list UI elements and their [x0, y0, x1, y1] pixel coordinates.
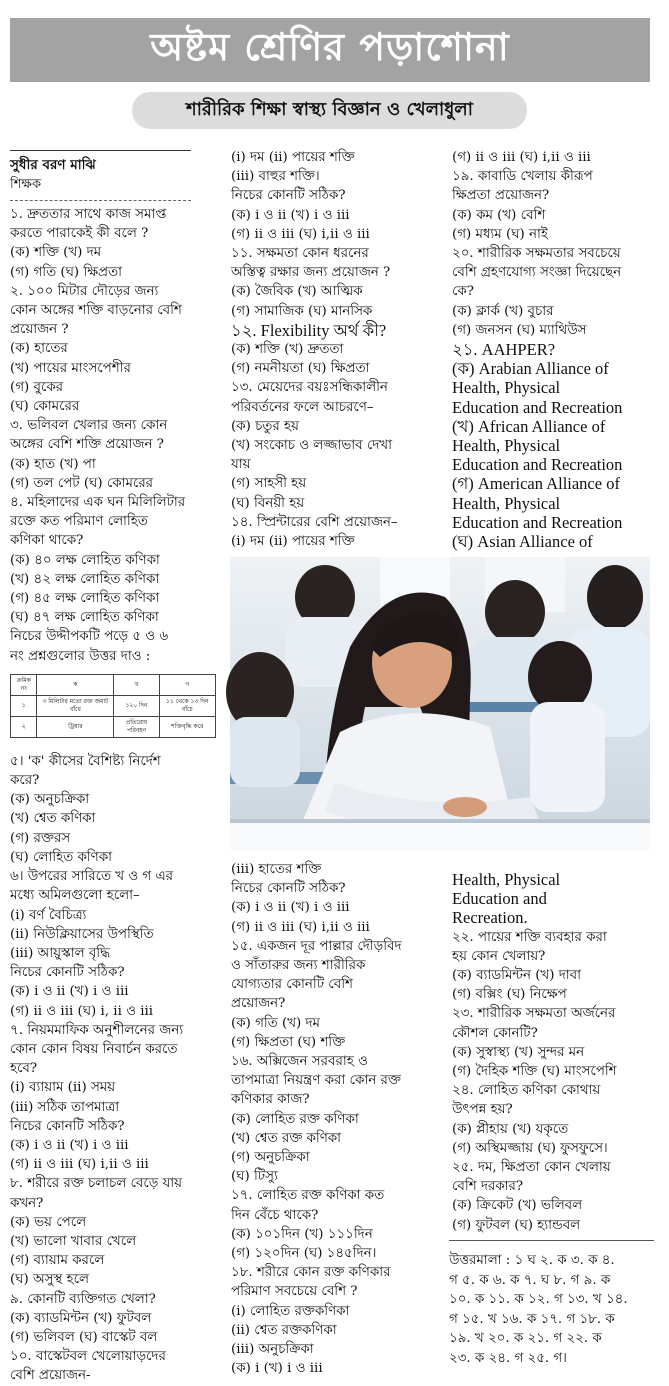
- text-line: (iii) আয়ুস্কাল বৃদ্ধি: [10, 945, 110, 961]
- table-header-cell: ক্রমিক নং: [11, 674, 37, 695]
- text-line: (গ) সামাজিক (ঘ) মানসিক: [231, 303, 373, 319]
- text-line: (ঘ) লোহিত কণিকা: [10, 849, 112, 865]
- text-line: (গ) দৈহিক শক্তি (ঘ) মাংসপেশি: [452, 1064, 617, 1080]
- dashed-divider: [10, 200, 191, 201]
- students-exam-photo: [230, 557, 650, 851]
- text-line: (গ) ৪৫ লক্ষ লোহিত কণিকা: [10, 591, 160, 607]
- table-row: [11, 695, 216, 716]
- text-line: (ক) জৈবিক (খ) আত্মিক: [231, 284, 363, 300]
- stimulus-table: [10, 674, 216, 738]
- text-line: (iii) অনুচক্রিকা: [231, 1342, 314, 1358]
- text-line: ১৯. কাবাডি খেলায় কীরূপ: [452, 169, 593, 185]
- text-line: ১০. বাস্কেটবল খেলোয়াড়দের: [10, 1349, 166, 1365]
- text-line: (গ) তল পেট (ঘ) কোমরের: [10, 475, 154, 491]
- text-line: পরিমাণ সবচেয়ে বেশি ?: [231, 1284, 358, 1300]
- text-line: (গ) ক্ষিপ্রতা (ঘ) শক্তি: [231, 1034, 346, 1050]
- text-line: ২৩. ক ২৪. গ ২৫. গ।: [449, 1350, 567, 1366]
- text-line: ও সাঁতারুর জন্য শারীরিক: [231, 958, 366, 974]
- text-line: অস্তিত্ব রক্ষার জন্য প্রয়োজন ?: [231, 265, 391, 281]
- text-line: (ক) ক্লার্ক (খ) বুচার: [452, 303, 554, 319]
- text-line: (খ) ভালো খাবার খেলে: [10, 1233, 137, 1249]
- author-name: সুধীর বরণ মাঝি: [10, 157, 96, 173]
- table-cell: শক্তিবৃদ্ধি করে: [159, 716, 215, 737]
- text-line: ৫। 'ক' কীসের বৈশিষ্ট্য নির্দেশ: [10, 753, 161, 769]
- text-line: (গ) ভলিবল (ঘ) বাস্কেট বল: [10, 1329, 158, 1345]
- text-line: (ক) i ও ii (খ) i ও iii: [10, 1137, 129, 1153]
- table-header-cell: খ: [114, 674, 159, 695]
- text-line: (ক) হাতের: [10, 341, 68, 357]
- text-line: বেশি গ্রহণযোগ্য সংজ্ঞা দিয়েছেন: [452, 265, 622, 281]
- table-header-row: [11, 674, 216, 695]
- text-line: (i) ব্যায়াম (ii) সময়: [10, 1080, 116, 1096]
- text-line: ১৯. খ ২০. ক ২১. গ ২২. ক: [449, 1331, 602, 1347]
- text-line: বেশি দরকার?: [452, 1179, 524, 1195]
- text-line: (ক) i ও ii (খ) i ও iii: [10, 984, 129, 1000]
- text-line: ১১. সক্ষমতা কোন ধরনের: [231, 246, 369, 262]
- text-line: মধ্যে অমিলগুলো হলো–: [10, 888, 140, 904]
- text-line: (ক) লোহিত রক্ত কণিকা: [231, 1111, 359, 1127]
- text-line: ৬। উপরের সারিতে খ ও গ এর: [10, 869, 173, 885]
- text-line: (গ) নমনীয়তা (ঘ) ক্ষিপ্রতা: [231, 361, 370, 377]
- text-line: (ক) Arabian Alliance of: [452, 359, 609, 379]
- text-line: (ক) কম (খ) বেশি: [452, 207, 546, 223]
- text-line: করে?: [10, 773, 40, 789]
- table-row: [11, 716, 216, 737]
- text-line: ১৬. অক্সিজেন সরবরাহ ও: [231, 1054, 368, 1070]
- text-line: (খ) ৪২ লক্ষ লোহিত কণিকা: [10, 571, 160, 587]
- table-cell: ২: [11, 716, 37, 737]
- column-2-bottom: [231, 860, 441, 1378]
- text-line: ৩. ভলিবল খেলার জন্য কোন: [10, 418, 168, 434]
- column-3-top: [452, 148, 660, 551]
- text-line: (ক) i ও ii (খ) i ও iii: [231, 207, 350, 223]
- text-line: Health, Physical: [452, 870, 561, 889]
- text-line: তাপমাত্রা নিয়ন্ত্রণ করা কোন রক্ত: [231, 1073, 401, 1089]
- text-line: কৌশল কোনটি?: [452, 1025, 538, 1041]
- text-line: ১৭. লোহিত রক্ত কণিকা কত: [231, 1188, 385, 1204]
- text-line: (খ) পায়ের মাংসপেশীর: [10, 360, 131, 376]
- text-line: (ক) হাত (খ) পা: [10, 456, 96, 472]
- text-line: ২১. AAHPER?: [452, 340, 556, 360]
- text-line: (গ) বক্সিং (ঘ) নিক্ষেপ: [452, 987, 567, 1003]
- text-line: বেশি প্রয়োজন-: [10, 1368, 91, 1384]
- text-line: (ঘ) বিনয়ী হয়: [231, 495, 305, 511]
- text-line: (গ) গতি (ঘ) ক্ষিপ্রতা: [10, 264, 122, 280]
- text-line: করতে পারাকেই কী বলে ?: [10, 226, 149, 242]
- text-line: ১৪. স্প্রিন্টারের বেশি প্রয়োজন–: [231, 514, 398, 530]
- column-2-top: [231, 148, 441, 551]
- text-line: (iii) হাতের শক্তি: [231, 862, 322, 877]
- text-line: (ii) শ্বেত রক্তকণিকা: [231, 1322, 337, 1338]
- text-line: ১৫. একজন দূর পাল্লার দৌড়বিদ: [231, 938, 402, 954]
- text-line: (ক) ক্রিকেট (খ) ভলিবল: [452, 1198, 583, 1214]
- table-cell: ৩ মিলিটার মতো রক্ত জমাট বাঁধে: [37, 695, 114, 716]
- text-line: Education and: [452, 889, 547, 909]
- section-banner: [10, 18, 650, 82]
- text-line: পরিবর্তনের ফলে আচরণে–: [231, 399, 374, 415]
- text-line: ১৩. মেয়েদের বয়ঃসন্ধিকালীন: [231, 380, 388, 396]
- author-rule: [10, 150, 191, 151]
- page-title: অষ্টম শ্রেণির পড়াশোনা: [150, 25, 510, 69]
- text-line: (ক) ভয় পেলে: [10, 1214, 87, 1230]
- text-line: (ক) ১০১দিন (খ) ১১১দিন: [231, 1226, 373, 1242]
- text-line: (ঘ) Asian Alliance of: [452, 532, 593, 552]
- text-line: দিন বেঁচে থাকে?: [231, 1207, 319, 1223]
- text-line: (ঘ) অসুস্থ হলে: [10, 1272, 89, 1288]
- author-role: শিক্ষক: [10, 177, 42, 192]
- text-line: গ ৫. ক ৬. ক ৭. ঘ ৮. গ ৯. ক: [449, 1272, 611, 1288]
- text-line: (ii) নিউক্লিয়াসের উপস্থিতি: [10, 926, 154, 942]
- text-line: (ক) ব্যাডমিন্টন (খ) ফুটবল: [10, 1310, 152, 1326]
- text-line: (ক) i ও ii (খ) i ও iii: [231, 900, 350, 916]
- text-line: প্রয়োজন?: [231, 996, 286, 1012]
- text-line: (ক) অনুচক্রিকা: [10, 792, 90, 808]
- text-line: (গ) বুকের: [10, 379, 64, 395]
- text-line: কণিকার কাজ?: [231, 1092, 310, 1108]
- photo-illustration: [230, 557, 650, 851]
- text-line: (i) বর্ণ বৈচিত্র্য: [10, 907, 87, 923]
- text-line: (খ) শ্বেত কণিকা: [10, 811, 96, 827]
- text-line: উত্তরমালা : ১ ঘ ২. ক ৩. ক ৪.: [449, 1253, 615, 1268]
- text-line: (iii) বাহুর শক্তি।: [231, 169, 320, 185]
- text-line: (গ) ii ও iii (ঘ) i,ii ও iii: [10, 1157, 149, 1173]
- text-line: (ক) গতি (খ) দম: [231, 1015, 320, 1031]
- text-line: (গ) ii ও iii (ঘ) i,ii ও iii: [452, 150, 591, 165]
- text-line: Health, Physical: [452, 493, 561, 513]
- column-1: [10, 150, 218, 1386]
- text-line: Education and Recreation: [452, 397, 623, 417]
- text-line: ৪. মহিলাদের এক ঘন মিলিলিটার: [10, 495, 186, 511]
- text-line: (গ) ii ও iii (ঘ) i,ii ও iii: [231, 226, 370, 242]
- text-line: (ক) শক্তি (খ) দ্রুততা: [231, 342, 344, 358]
- text-line: Recreation.: [452, 908, 528, 928]
- text-line: (খ) African Alliance of: [452, 416, 606, 436]
- text-line: (i) দম (ii) পায়ের শক্তি: [231, 534, 355, 550]
- text-line: ২০. শারীরিক সক্ষমতার সবচেয়ে: [452, 246, 621, 262]
- text-line: (ক) ৪০ লক্ষ লোহিত কণিকা: [10, 552, 160, 568]
- text-line: (গ) ii ও iii (ঘ) i, ii ও iii: [10, 1003, 154, 1019]
- text-line: (গ) মধ্যম (ঘ) নাই: [452, 226, 548, 242]
- text-line: Health, Physical: [452, 436, 561, 456]
- text-line: (গ) রক্তরস: [10, 830, 71, 846]
- text-line: (গ) অস্থিমজ্জায় (ঘ) ফুসফুসে।: [452, 1140, 608, 1156]
- text-line: নিচের কোনটি সঠিক?: [10, 1118, 125, 1134]
- text-line: (ঘ) কোমরের: [10, 399, 80, 415]
- text-line: (খ) সংকোচ ও লজ্জাভাব দেখা: [231, 438, 392, 454]
- text-line: (গ) ব্যায়াম করলে: [10, 1253, 105, 1269]
- text-line: Health, Physical: [452, 378, 561, 398]
- text-line: যোগ্যতার কোনটি বেশি: [231, 977, 353, 993]
- text-line: (গ) সাহসী হয়: [231, 476, 307, 492]
- table-cell: ১: [11, 695, 37, 716]
- text-line: ৮. শরীরে রক্ত চলাচল বেড়ে যায়: [10, 1176, 183, 1192]
- text-line: নিচের কোনটি সঠিক?: [10, 965, 125, 981]
- table-cell: ১১ থেকে ১৩ দিন বাঁচে: [159, 695, 215, 716]
- subject-banner: [132, 92, 527, 129]
- text-line: (iii) সঠিক তাপমাত্রা: [10, 1099, 120, 1115]
- text-line: কে?: [452, 284, 474, 300]
- text-line: (i) লোহিত রক্তকণিকা: [231, 1303, 350, 1319]
- text-line: ক্ষিপ্রতা প্রয়োজন?: [452, 188, 550, 204]
- text-line: ২৪. লোহিত কণিকা কোথায়: [452, 1083, 601, 1099]
- text-line: ২৩. শারীরিক সক্ষমতা অর্জনের: [452, 1006, 616, 1022]
- text-line: (গ) ii ও iii (ঘ) i,ii ও iii: [231, 919, 370, 935]
- text-line: (খ) শ্বেত রক্ত কণিকা: [231, 1130, 342, 1146]
- text-line: (গ) American Alliance of: [452, 474, 620, 494]
- table-cell: প্রতিরোধ পরিবহন: [114, 716, 159, 737]
- text-line: কখন?: [10, 1195, 44, 1211]
- text-line: ২৫. দম, ক্ষিপ্রতা কোন খেলায়: [452, 1160, 611, 1176]
- text-line: অঙ্গের বেশি শক্তি প্রয়োজন ?: [10, 437, 164, 453]
- text-line: (i) দম (ii) পায়ের শক্তি: [231, 150, 355, 165]
- text-line: হবে?: [10, 1061, 38, 1077]
- text-line: Education and Recreation: [452, 455, 623, 475]
- text-line: ২২. পায়ের শক্তি ব্যবহার করা: [452, 929, 607, 945]
- text-line: উৎপন্ন হয়?: [452, 1102, 513, 1118]
- text-line: কণিকা থাকে?: [10, 533, 84, 549]
- table-cell: ১২০ দিন: [114, 695, 159, 716]
- table-cell: ট্রিয়ার: [37, 716, 114, 737]
- text-line: (ক) শক্তি (খ) দম: [10, 245, 102, 261]
- text-line: (ক) সুস্বাস্থ্য (খ) সুন্দর মন: [452, 1044, 585, 1060]
- text-line: নিচের উদ্দীপকটি পড়ে ৫ ও ৬: [10, 629, 169, 645]
- text-line: ১২. Flexibility অর্থ কী?: [231, 320, 387, 340]
- text-line: কোন কোন বিষয় নিবার্চন করতে: [10, 1041, 178, 1057]
- text-line: (গ) ১২০দিন (ঘ) ১৪৫দিন।: [231, 1246, 377, 1262]
- text-line: নং প্রশ্নগুলোর উত্তর দাও :: [10, 648, 151, 664]
- text-line: (ক) চতুর হয়: [231, 418, 299, 434]
- question-list: [10, 205, 218, 666]
- text-line: হয় কোন খেলায়?: [452, 948, 546, 964]
- text-line: ১৮. শরীরে কোন রক্ত কণিকার: [231, 1265, 391, 1281]
- text-line: (ক) i (খ) i ও iii: [231, 1361, 323, 1377]
- subject-title: শারীরিক শিক্ষা স্বাস্থ্য বিজ্ঞান ও খেলাধুলা: [186, 99, 473, 120]
- text-line: Education and Recreation: [452, 512, 623, 532]
- text-line: (ঘ) ৪৭ লক্ষ লোহিত কণিকা: [10, 610, 159, 626]
- text-line: গ ১৫. খ ১৬. ক ১৭. গ ১৮. ক: [449, 1311, 615, 1327]
- text-line: নিচের কোনটি সঠিক?: [231, 881, 346, 897]
- text-line: (গ) জনসন (ঘ) ম্যাথিউস: [452, 322, 587, 338]
- text-line: যায়: [231, 457, 251, 473]
- text-line: (ক) প্লীহায় (খ) যকৃতে: [452, 1121, 569, 1137]
- question-list: [10, 752, 218, 1386]
- table-header-cell: ক: [37, 674, 114, 695]
- text-line: ১০. ক ১১. ক ১২. গ ১৩. খ ১৪.: [449, 1292, 628, 1308]
- text-line: (ক) ব্যাডমিন্টন (খ) দাবা: [452, 968, 581, 984]
- text-line: ১. দ্রুততার সাথে কাজ সমাপ্ত: [10, 207, 167, 222]
- text-line: (গ) অনুচক্রিকা: [231, 1150, 310, 1166]
- text-line: কোন অঙ্গের শক্তি বাড়নোর বেশি: [10, 303, 182, 319]
- text-line: রক্তে কত পরিমাণ লোহিত: [10, 514, 148, 530]
- text-line: (ঘ) টিস্যু: [231, 1169, 278, 1185]
- text-line: ৯. কোনটি ব্যক্তিগত খেলা?: [10, 1291, 156, 1307]
- text-line: ৭. নিয়মমাফিক অনুশীলনের জন্য: [10, 1022, 184, 1038]
- text-line: ২. ১০০ মিটার দৌড়ের জন্য: [10, 283, 159, 299]
- text-line: নিচের কোনটি সঠিক?: [231, 188, 346, 204]
- answer-key: [449, 1240, 654, 1369]
- text-line: প্রয়োজন ?: [10, 322, 69, 338]
- column-3-bottom: [452, 870, 660, 1235]
- table-header-cell: গ: [159, 674, 215, 695]
- text-line: (গ) ফুটবল (ঘ) হ্যান্ডবল: [452, 1217, 581, 1233]
